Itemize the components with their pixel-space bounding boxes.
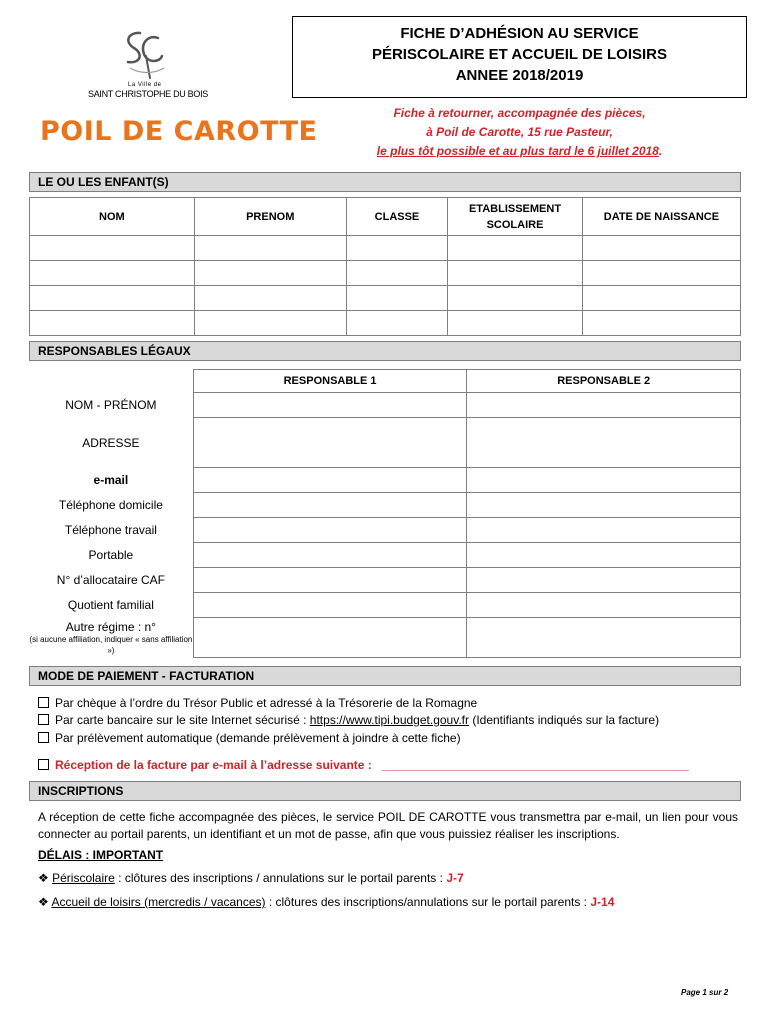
resp2-quotient-cell[interactable] (467, 593, 741, 618)
col-responsable-1: RESPONSABLE 1 (193, 370, 467, 393)
notice-line-3 (292, 142, 747, 161)
child-prenom-cell[interactable] (194, 236, 346, 261)
return-notice (292, 104, 747, 161)
child-date-cell[interactable] (582, 236, 740, 261)
col-etablissement: ETABLISSEMENT SCOLAIRE (448, 198, 583, 236)
notice-line-2: à Poil de Carotte, 15 rue Pasteur, (426, 125, 613, 139)
guardians-header-row (29, 370, 741, 393)
guardian-row-tel-domicile (29, 493, 741, 518)
autre-regime-label: Autre régime : n° (65, 619, 156, 634)
guardians-header-blank (29, 370, 193, 393)
row-label-tel-domicile: Téléphone domicile (58, 498, 163, 512)
child-row (30, 236, 741, 261)
notice-period: . (658, 144, 663, 158)
child-nom-cell[interactable] (30, 236, 195, 261)
child-nom-cell[interactable] (30, 286, 195, 311)
resp2-tel-domicile-cell[interactable] (467, 493, 741, 518)
periscolaire-deadline: J-7 (446, 871, 464, 885)
child-classe-cell[interactable] (346, 311, 447, 336)
child-date-cell[interactable] (582, 261, 740, 286)
col-responsable-2: RESPONSABLE 2 (467, 370, 741, 393)
resp2-adresse-cell[interactable] (467, 418, 741, 468)
child-etablissement-cell[interactable] (448, 311, 583, 336)
guardian-row-portable (29, 543, 741, 568)
resp1-quotient-cell[interactable] (193, 593, 467, 618)
section-guardians: RESPONSABLES LÉGAUX (29, 341, 741, 361)
child-nom-cell[interactable] (30, 261, 195, 286)
email-option-label: Réception de la facture par e-mail à l’adresse suivante : (55, 758, 372, 772)
row-label-nom: NOM - PRÉNOM (65, 398, 157, 412)
payment-option-debit-label: Par prélèvement automatique (demande prélèvement à joindre à cette fiche) (55, 731, 461, 745)
section-inscriptions: INSCRIPTIONS (29, 781, 741, 801)
resp1-nom-cell[interactable] (193, 393, 467, 418)
logo-town-name: SAINT CHRISTOPHE DU BOIS (88, 89, 208, 99)
children-header-row (30, 198, 741, 236)
guardian-row-nom (29, 393, 741, 418)
email-blank[interactable]: ______________________________________________ (381, 758, 689, 772)
child-date-cell[interactable] (582, 286, 740, 311)
autre-regime-note: (si aucune affiliation, indiquer « sans affiliation ») (29, 634, 193, 655)
resp2-email-cell[interactable] (467, 468, 741, 493)
payment-option-card[interactable] (38, 713, 659, 727)
guardians-table (29, 369, 741, 658)
resp2-portable-cell[interactable] (467, 543, 741, 568)
child-row (30, 286, 741, 311)
payment-option-email[interactable] (38, 758, 689, 772)
title-line-2: PÉRISCOLAIRE ET ACCUEIL DE LOISIRS (371, 46, 668, 63)
delais-title: DÉLAIS : IMPORTANT (38, 848, 164, 862)
child-classe-cell[interactable] (346, 261, 447, 286)
row-label-adresse: ADRESSE (82, 435, 140, 450)
row-label-caf: N° d’allocataire CAF (56, 573, 165, 587)
section-children: LE OU LES ENFANT(S) (29, 172, 741, 192)
notice-line-1: Fiche à retourner, accompagnée des pièces, (393, 106, 646, 120)
bullet-icon: ❖ (38, 895, 49, 909)
resp1-email-cell[interactable] (193, 468, 467, 493)
periscolaire-label: Périscolaire (52, 871, 115, 885)
child-classe-cell[interactable] (346, 236, 447, 261)
inscriptions-paragraph: A réception de cette fiche accompagnée des pièces, le service POIL DE CAROTTE vous transmettra par e-mail, un lien pour vous connecter au portail parents, un identifiant et un mot de passe, afin que vous puissiez réaliser les inscriptions. (38, 810, 738, 841)
guardian-row-caf (29, 568, 741, 593)
resp1-tel-domicile-cell[interactable] (193, 493, 467, 518)
col-classe: CLASSE (346, 198, 447, 236)
document-title (292, 16, 747, 98)
page-number: Page 1 sur 2 (681, 988, 729, 997)
row-label-quotient: Quotient familial (67, 598, 154, 612)
resp1-caf-cell[interactable] (193, 568, 467, 593)
accueil-loisirs-label: Accueil de loisirs (mercredis / vacances) (51, 895, 266, 909)
resp1-tel-travail-cell[interactable] (193, 518, 467, 543)
resp2-nom-cell[interactable] (467, 393, 741, 418)
row-label-portable: Portable (88, 548, 134, 562)
tipi-link[interactable]: https://www.tipi.budget.gouv.fr (309, 713, 469, 727)
resp1-adresse-cell[interactable] (193, 418, 467, 468)
payment-option-cheque-label: Par chèque à l’ordre du Trésor Public et adressé à la Trésorerie de la Romagne (55, 696, 478, 710)
guardian-row-email (29, 468, 741, 493)
guardian-row-adresse (29, 418, 741, 468)
checkbox-email[interactable] (38, 759, 49, 770)
child-prenom-cell[interactable] (194, 286, 346, 311)
payment-option-debit[interactable] (38, 731, 461, 745)
row-label-email: e-mail (93, 473, 129, 487)
guardian-row-tel-travail (29, 518, 741, 543)
accueil-loisirs-text: : clôtures des inscriptions/annulations sur le portail parents : (265, 895, 591, 909)
col-prenom: PRENOM (194, 198, 346, 236)
guardian-row-quotient (29, 593, 741, 618)
child-nom-cell[interactable] (30, 311, 195, 336)
resp1-autre-regime-cell[interactable] (193, 618, 467, 658)
bullet-icon: ❖ (38, 871, 49, 885)
accueil-loisirs-deadline: J-14 (590, 895, 615, 909)
checkbox-card[interactable] (38, 714, 49, 725)
checkbox-cheque[interactable] (38, 697, 49, 708)
periscolaire-text: : clôtures des inscriptions / annulations sur le portail parents : (114, 871, 447, 885)
col-date-naissance: DATE DE NAISSANCE (582, 198, 740, 236)
notice-deadline: le plus tôt possible et au plus tard le 6 juillet 2018 (376, 144, 659, 158)
payment-option-card-label: Par carte bancaire sur le site Internet sécurisé : (55, 713, 310, 727)
child-row (30, 261, 741, 286)
child-row (30, 311, 741, 336)
row-label-tel-travail: Téléphone travail (64, 523, 157, 537)
child-date-cell[interactable] (582, 311, 740, 336)
town-logo-mark (110, 28, 170, 83)
delai-periscolaire (38, 871, 464, 885)
guardian-row-autre-regime (29, 618, 741, 658)
resp2-tel-travail-cell[interactable] (467, 518, 741, 543)
payment-option-cheque[interactable] (38, 696, 477, 710)
resp1-portable-cell[interactable] (193, 543, 467, 568)
row-label-autre-regime (29, 618, 193, 658)
checkbox-debit[interactable] (38, 732, 49, 743)
child-prenom-cell[interactable] (194, 311, 346, 336)
logo-town-small: La Ville de (128, 82, 162, 88)
child-etablissement-cell[interactable] (448, 261, 583, 286)
col-nom: NOM (30, 198, 195, 236)
brand-logo: POIL DE CAROTTE (40, 116, 318, 147)
payment-option-card-note: (Identifiants indiqués sur la facture) (469, 713, 660, 727)
child-etablissement-cell[interactable] (448, 236, 583, 261)
section-payment: MODE DE PAIEMENT - FACTURATION (29, 666, 741, 686)
children-table (29, 197, 741, 336)
child-etablissement-cell[interactable] (448, 286, 583, 311)
resp2-caf-cell[interactable] (467, 568, 741, 593)
title-line-1: FICHE D’ADHÉSION AU SERVICE (400, 25, 639, 42)
child-classe-cell[interactable] (346, 286, 447, 311)
delai-accueil-loisirs (38, 895, 614, 909)
resp2-autre-regime-cell[interactable] (467, 618, 741, 658)
title-line-3: ANNEE 2018/2019 (455, 67, 584, 84)
child-prenom-cell[interactable] (194, 261, 346, 286)
